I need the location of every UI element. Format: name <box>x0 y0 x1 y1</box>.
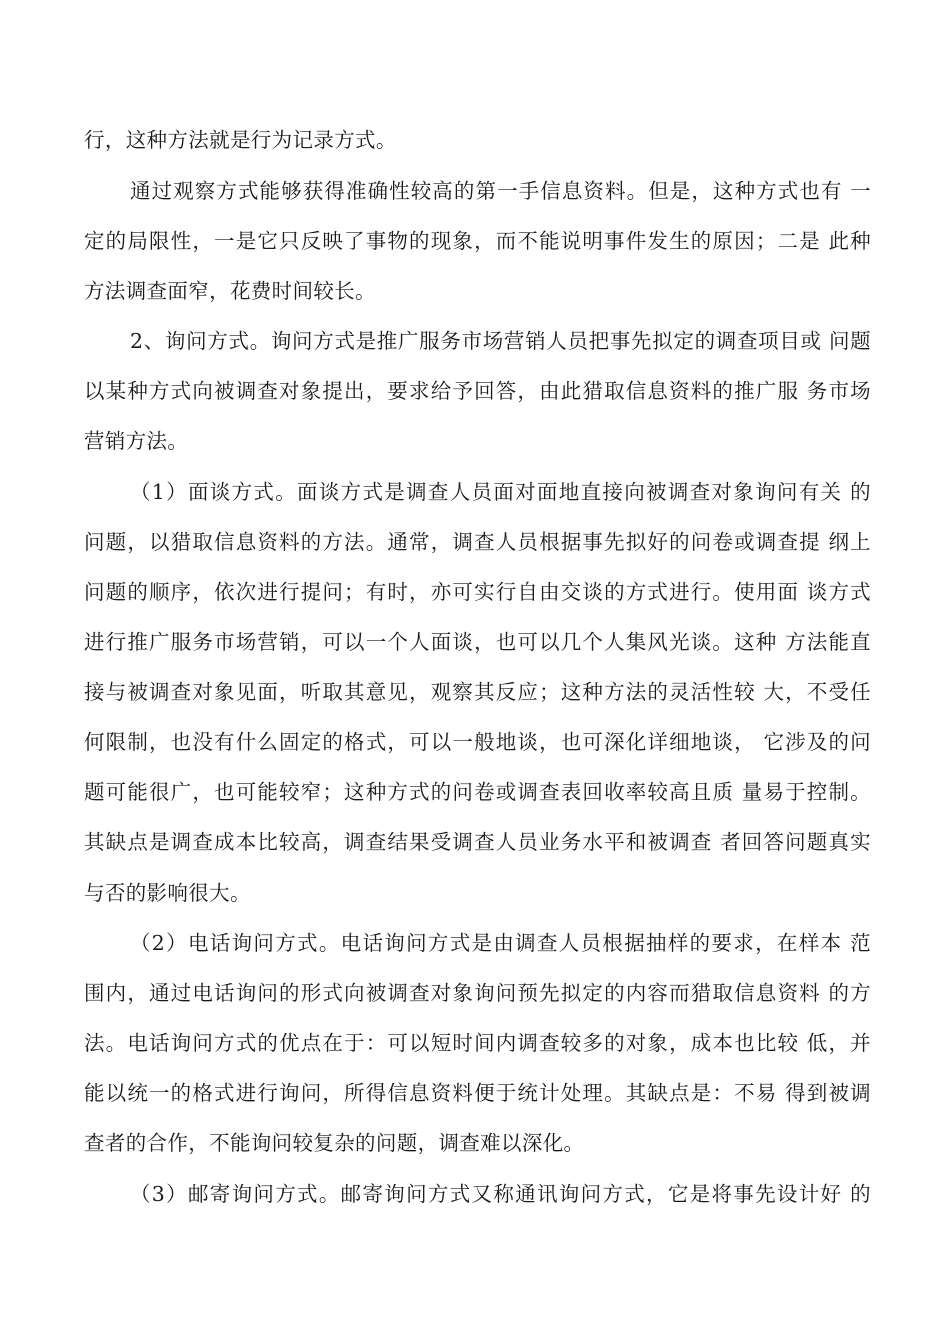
text-line: 行，这种方法就是行为记录方式。 <box>84 128 397 152</box>
text-line: 营销方法。 <box>84 429 189 453</box>
text-line: 接与被调查对象见面，听取其意见，观察其反应；这种方法的灵活性较 大，不受任 <box>84 680 871 704</box>
text-line: 查者的合作，不能询问较复杂的问题，调查难以深化。 <box>84 1131 585 1155</box>
text-line: 与否的影响很大。 <box>84 881 251 905</box>
text-line: 问题的顺序，依次进行提问；有时，亦可实行自由交谈的方式进行。使用面 谈方式 <box>84 580 871 604</box>
text-line: 进行推广服务市场营销，可以一个人面谈，也可以几个人集风光谈。这种 方法能直 <box>84 630 871 654</box>
text-line: 法。电话询问方式的优点在于：可以短时间内调查较多的对象，成本也比较 低，并 <box>84 1031 871 1055</box>
text-line: 问题，以猎取信息资料的方法。通常，调查人员根据事先拟好的问卷或调查提 纲上 <box>84 530 871 554</box>
text-line: 其缺点是调查成本比较高，调查结果受调查人员业务水平和被调查 者回答问题真实 <box>84 830 871 854</box>
text-line: （2）电话询问方式。电话询问方式是由调查人员根据抽样的要求，在样本 范 <box>130 931 871 955</box>
text-line: 定的局限性，一是它只反映了事物的现象，而不能说明事件发生的原因；二是 此种 <box>84 229 871 253</box>
text-line: 能以统一的格式进行询问，所得信息资料便于统计处理。其缺点是：不易 得到被调 <box>84 1081 871 1105</box>
text-line: （1）面谈方式。面谈方式是调查人员面对面地直接向被调查对象询问有关 的 <box>130 480 871 504</box>
text-line: 围内，通过电话询问的形式向被调查对象询问预先拟定的内容而猎取信息资料 的方 <box>84 981 871 1005</box>
text-line: （3）邮寄询问方式。邮寄询问方式又称通讯询问方式，它是将事先设计好 的 <box>130 1182 871 1206</box>
text-line: 方法调查面窄，花费时间较长。 <box>84 279 376 303</box>
text-line: 以某种方式向被调查对象提出，要求给予回答，由此猎取信息资料的推广服 务市场 <box>84 379 871 403</box>
text-line: 通过观察方式能够获得准确性较高的第一手信息资料。但是，这种方式也有 一 <box>130 179 871 203</box>
text-line: 何限制，也没有什么固定的格式，可以一般地谈，也可深化详细地谈， 它涉及的问 <box>84 730 871 754</box>
text-line: 2、询问方式。询问方式是推广服务市场营销人员把事先拟定的调查项目或 问题 <box>130 329 871 353</box>
text-line: 题可能很广，也可能较窄；这种方式的问卷或调查表回收率较高且质 量易于控制。 <box>84 780 871 804</box>
